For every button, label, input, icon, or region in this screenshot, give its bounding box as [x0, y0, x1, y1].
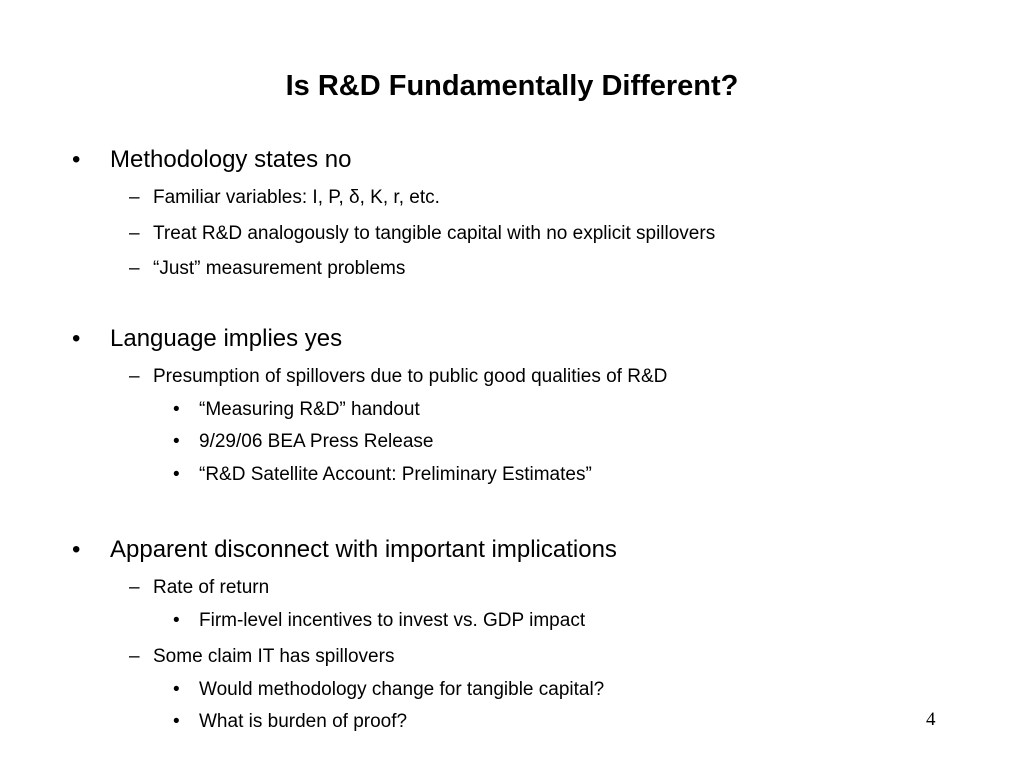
bullet-level1 — [72, 535, 617, 565]
bullet-level3 — [173, 677, 605, 703]
bullet-text: Language implies yes — [110, 325, 343, 352]
bullet-level2 — [129, 364, 668, 390]
bullet-marker: • — [173, 431, 180, 452]
bullet-text: Familiar variables: I, P, δ, K, r, etc. — [153, 187, 440, 208]
bullet-text: What is burden of proof? — [199, 711, 408, 732]
dash-marker: – — [129, 366, 140, 387]
bullet-level2 — [129, 221, 716, 247]
bullet-level3 — [173, 429, 434, 455]
bullet-text: “Measuring R&D” handout — [199, 399, 420, 420]
bullet-text: “Just” measurement problems — [153, 258, 406, 279]
bullet-marker: • — [173, 679, 180, 700]
bullet-level1 — [72, 324, 343, 354]
bullet-text: Methodology states no — [110, 146, 352, 173]
bullet-text: “R&D Satellite Account: Preliminary Estimates” — [199, 464, 592, 485]
bullet-marker: • — [173, 610, 180, 631]
bullet-marker: • — [72, 146, 81, 173]
bullet-level2 — [129, 185, 440, 211]
dash-marker: – — [129, 258, 140, 279]
bullet-level3 — [173, 709, 408, 735]
page-number: 4 — [926, 709, 936, 730]
bullet-marker: • — [72, 325, 81, 352]
bullet-text: Rate of return — [153, 577, 270, 598]
dash-marker: – — [129, 646, 140, 667]
bullet-level3 — [173, 608, 586, 634]
bullet-marker: • — [173, 464, 180, 485]
bullet-level2 — [129, 256, 406, 282]
bullet-marker: • — [72, 536, 81, 563]
bullet-marker: • — [173, 399, 180, 420]
bullet-level3 — [173, 397, 420, 423]
bullet-text: Firm-level incentives to invest vs. GDP impact — [199, 610, 586, 631]
bullet-text: Would methodology change for tangible capital? — [199, 679, 605, 700]
bullet-level3 — [173, 462, 592, 488]
slide-title: Is R&D Fundamentally Different? — [285, 70, 739, 102]
dash-marker: – — [129, 577, 140, 598]
bullet-text: Presumption of spillovers due to public good qualities of R&D — [153, 366, 668, 387]
bullet-level1 — [72, 145, 352, 175]
bullet-text: 9/29/06 BEA Press Release — [199, 431, 434, 452]
bullet-text: Apparent disconnect with important implications — [110, 536, 617, 563]
bullet-text: Some claim IT has spillovers — [153, 646, 395, 667]
bullet-text: Treat R&D analogously to tangible capital with no explicit spillovers — [153, 223, 716, 244]
bullet-marker: • — [173, 711, 180, 732]
bullet-level2 — [129, 575, 270, 601]
bullet-level2 — [129, 644, 395, 670]
dash-marker: – — [129, 187, 140, 208]
dash-marker: – — [129, 223, 140, 244]
